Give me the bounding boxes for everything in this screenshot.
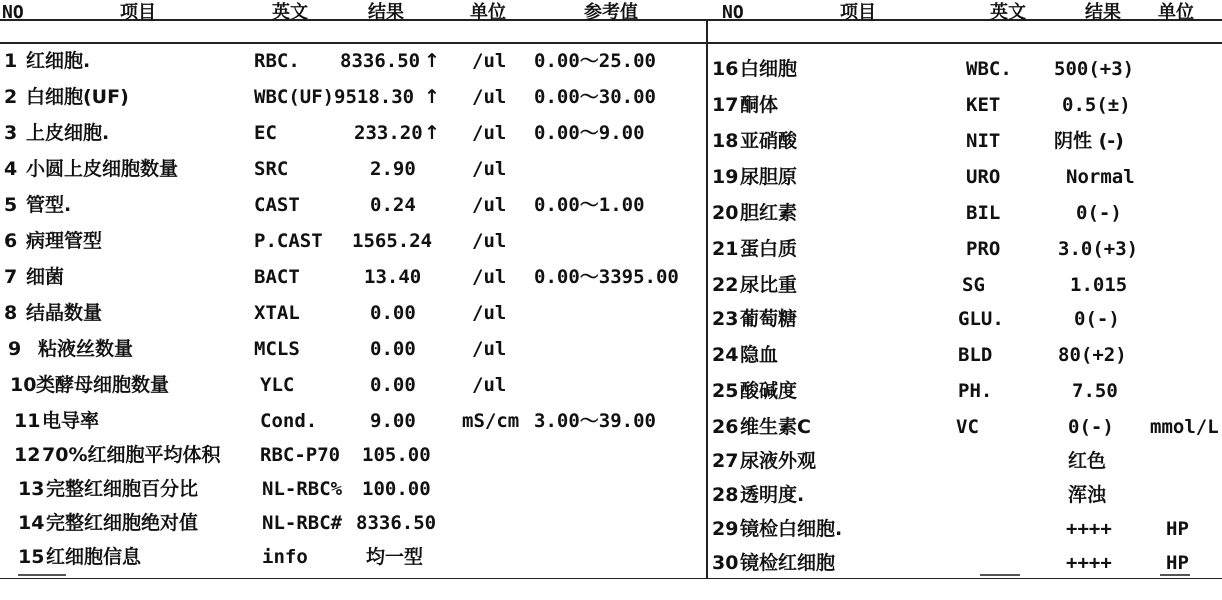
row-en: PH. [958, 380, 993, 402]
row-en: VC [956, 416, 979, 438]
row-unit: mmol/L [1150, 416, 1219, 438]
footer-rule [0, 578, 1222, 579]
row-unit: /ul [472, 50, 507, 72]
row-item: 镜检红细胞 [740, 552, 836, 574]
row-en: BIL [966, 202, 1001, 224]
row-en: SG [962, 274, 985, 296]
row-en: NL-RBC% [262, 478, 343, 500]
row-no: 15 [18, 546, 45, 568]
header-result-left: 结果 [368, 2, 404, 23]
row-ref: 0.00～9.00 [534, 122, 645, 144]
row-item: 尿液外观 [740, 450, 817, 472]
header-item-right: 项目 [840, 2, 876, 23]
header-en-right: 英文 [990, 2, 1026, 23]
footer-mark [18, 574, 66, 576]
row-result: 7.50 [1072, 380, 1118, 402]
row-no: 4 [4, 158, 18, 180]
row-unit: /ul [472, 302, 507, 324]
row-item: 蛋白质 [740, 238, 798, 260]
row-result: 0.00 [370, 338, 416, 360]
row-no: 24 [712, 344, 739, 366]
row-en: info [262, 546, 308, 568]
row-result: 浑浊 [1068, 484, 1107, 506]
row-no: 29 [712, 518, 739, 540]
row-no: 5 [4, 194, 18, 216]
row-en: Cond. [260, 410, 318, 432]
row-unit: HP [1166, 518, 1189, 540]
row-item: 隐血 [740, 344, 779, 366]
row-result: 0.00 [370, 302, 416, 324]
row-unit: mS/cm [462, 410, 520, 432]
row-result: 105.00 [362, 444, 431, 466]
row-result: 红色 [1068, 450, 1107, 472]
row-no: 12 [14, 444, 41, 466]
row-item: 完整红细胞百分比 [46, 478, 199, 500]
row-en: NIT [966, 130, 1001, 152]
row-ref: 0.00～25.00 [534, 50, 656, 72]
row-unit: /ul [472, 338, 507, 360]
row-ref: 0.00～30.00 [534, 86, 656, 108]
row-result: 13.40 [364, 266, 422, 288]
row-no: 25 [712, 380, 739, 402]
row-no: 21 [712, 238, 739, 260]
row-en: BLD [958, 344, 993, 366]
row-item: 粘液丝数量 [38, 338, 134, 360]
row-item: 透明度. [740, 484, 805, 506]
row-item: 70%红细胞平均体积 [42, 444, 221, 466]
row-no: 16 [712, 58, 739, 80]
row-item: 结晶数量 [26, 302, 103, 324]
row-no: 23 [712, 308, 739, 330]
row-unit: /ul [472, 266, 507, 288]
row-unit: /ul [472, 122, 507, 144]
row-item: 白细胞(UF) [26, 86, 129, 108]
row-flag: ↑ [424, 122, 440, 144]
row-unit: /ul [472, 230, 507, 252]
footer-mark [1160, 574, 1190, 576]
row-item: 类酵母细胞数量 [36, 374, 170, 396]
row-en: P.CAST [254, 230, 323, 252]
row-no: 30 [712, 552, 739, 574]
row-no: 10 [10, 374, 37, 396]
header-ref-left: 参考值 [584, 2, 638, 23]
row-result: ++++ [1066, 552, 1112, 574]
row-unit: /ul [472, 374, 507, 396]
row-item: 酮体 [740, 94, 779, 116]
row-en: WBC(UF) [254, 86, 335, 108]
row-ref: 0.00～1.00 [534, 194, 645, 216]
row-result: 3.0(+3) [1058, 238, 1139, 260]
row-item: 病理管型 [26, 230, 103, 252]
row-no: 6 [4, 230, 18, 252]
row-en: EC [254, 122, 277, 144]
row-unit: /ul [472, 194, 507, 216]
row-no: 19 [712, 166, 739, 188]
row-result: 9518.30 [334, 86, 415, 108]
row-result: 0(-) [1074, 308, 1120, 330]
row-no: 7 [4, 266, 18, 288]
row-unit: /ul [472, 158, 507, 180]
row-no: 27 [712, 450, 739, 472]
row-item: 尿胆原 [740, 166, 798, 188]
row-item: 胆红素 [740, 202, 798, 224]
row-result: 阴性 (-) [1054, 130, 1124, 152]
row-item: 白细胞 [740, 58, 798, 80]
row-result: 1565.24 [352, 230, 433, 252]
row-no: 18 [712, 130, 739, 152]
row-item: 电导率 [42, 410, 100, 432]
row-no: 8 [4, 302, 18, 324]
row-en: BACT [254, 266, 300, 288]
row-no: 14 [18, 512, 45, 534]
row-result: 9.00 [370, 410, 416, 432]
row-no: 9 [8, 338, 22, 360]
row-no: 20 [712, 202, 739, 224]
row-en: CAST [254, 194, 300, 216]
row-en: SRC [254, 158, 289, 180]
row-no: 22 [712, 274, 739, 296]
row-no: 17 [712, 94, 739, 116]
row-item: 维生素C [740, 416, 811, 438]
row-item: 管型. [26, 194, 72, 216]
row-result: 8336.50 [356, 512, 437, 534]
row-no: 1 [4, 50, 18, 72]
row-item: 细菌 [26, 266, 65, 288]
header-unit-left: 单位 [470, 2, 506, 23]
row-item: 完整红细胞绝对值 [46, 512, 199, 534]
row-item: 酸碱度 [740, 380, 798, 402]
header-bottom-rule [0, 42, 1222, 44]
row-no: 26 [712, 416, 739, 438]
row-result: 8336.50 [340, 50, 421, 72]
row-no: 28 [712, 484, 739, 506]
row-item: 葡萄糖 [740, 308, 798, 330]
row-item: 亚硝酸 [740, 130, 798, 152]
header-result-right: 结果 [1085, 2, 1121, 23]
row-en: PRO [966, 238, 1001, 260]
row-en: NL-RBC# [262, 512, 343, 534]
row-en: RBC. [254, 50, 300, 72]
row-result: 0(-) [1068, 416, 1114, 438]
row-result: 100.00 [362, 478, 431, 500]
footer-mark [980, 574, 1020, 576]
row-flag: ↑ [424, 50, 440, 72]
row-result: 80(+2) [1058, 344, 1127, 366]
row-result: 均一型 [366, 546, 424, 568]
row-unit: HP [1166, 552, 1189, 574]
row-en: MCLS [254, 338, 300, 360]
row-result: Normal [1066, 166, 1135, 188]
header-no-right: NO [722, 2, 744, 23]
row-result: 0.24 [370, 194, 416, 216]
row-ref: 0.00～3395.00 [534, 266, 679, 288]
row-result: ++++ [1066, 518, 1112, 540]
row-en: GLU. [958, 308, 1004, 330]
header-no-left: NO [2, 2, 24, 23]
row-item: 上皮细胞. [26, 122, 110, 144]
row-en: RBC-P70 [260, 444, 341, 466]
header-en-left: 英文 [272, 2, 308, 23]
row-result: 233.20 [354, 122, 423, 144]
row-en: YLC [260, 374, 295, 396]
header-unit-right: 单位 [1158, 2, 1194, 23]
row-result: 1.015 [1070, 274, 1128, 296]
row-result: 2.90 [370, 158, 416, 180]
row-no: 11 [14, 410, 41, 432]
row-ref: 3.00～39.00 [534, 410, 656, 432]
row-no: 13 [18, 478, 45, 500]
header-item-left: 项目 [120, 2, 156, 23]
row-unit: /ul [472, 86, 507, 108]
row-item: 小圆上皮细胞数量 [26, 158, 179, 180]
row-result: 0(-) [1076, 202, 1122, 224]
row-result: 500(+3) [1054, 58, 1135, 80]
row-item: 红细胞信息 [46, 546, 142, 568]
row-item: 红细胞. [26, 50, 91, 72]
column-divider [706, 19, 708, 579]
row-en: URO [966, 166, 1001, 188]
row-item: 尿比重 [740, 274, 798, 296]
row-en: XTAL [254, 302, 300, 324]
row-result: 0.5(±) [1062, 94, 1131, 116]
row-flag: ↑ [424, 86, 440, 108]
row-en: KET [966, 94, 1001, 116]
row-no: 2 [4, 86, 18, 108]
row-result: 0.00 [370, 374, 416, 396]
row-en: WBC. [966, 58, 1012, 80]
row-no: 3 [4, 122, 18, 144]
row-item: 镜检白细胞. [740, 518, 843, 540]
